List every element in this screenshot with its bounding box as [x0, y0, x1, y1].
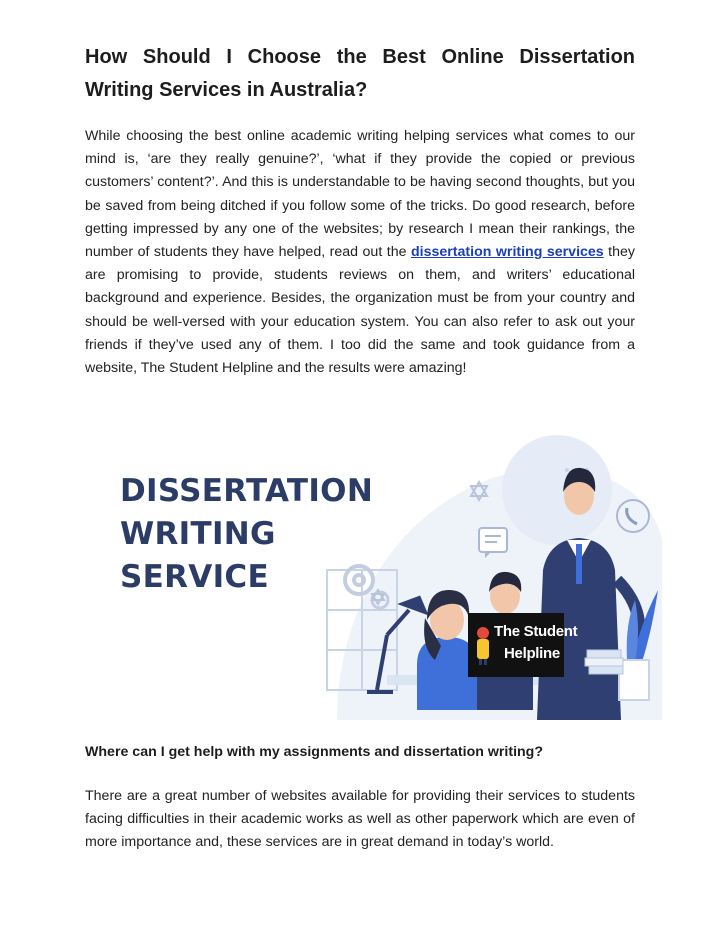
student-helpline-logo: [468, 613, 578, 677]
books-stack: [585, 650, 623, 674]
banner-line-3: SERVICE: [120, 559, 269, 595]
banner-heading: [120, 470, 373, 599]
banner-line-1: DISSERTATION: [120, 473, 374, 509]
intro-paragraph: [85, 125, 635, 380]
dissertation-services-link[interactable]: dissertation writing services: [410, 244, 604, 261]
logo-text-line-2: Helpline: [504, 645, 560, 662]
page-title: How Should I Choose the Best Online Dissertation Writing Services in Australia?: [85, 46, 635, 101]
banner-line-2: WRITING: [120, 516, 276, 552]
intro-text-start: While choosing the best online academic writing helping services what comes to our mind is, ‘are they really genuine?’, ‘what if they provide the copied or previous customers’ content?’. And this is understandable to be having second thoughts, but you be saved from being ditched if you follow some of the tricks. Do good research, before getting impressed by any one of the websites; by research I mean their rankings, the number of students they have helped, read out the: [85, 128, 635, 261]
intro-text-end: they are promising to provide, students reviews on them, and writers’ educational background and experience. Besides, the organization must be from your country and should be well-versed with your education system. You can also refer to ask out your friends if they’ve used any of them. I too did the same and took guidance from a website, The Student Helpline and the results were amazing!: [85, 244, 635, 377]
logo-text-line-1: The Student: [494, 623, 578, 640]
section-heading: Where can I get help with my assignments and dissertation writing?: [85, 744, 544, 760]
body-paragraph: There are a great number of websites available for providing their services to students facing difficulties in their academic works as well as other paperwork which are even of more importance and, these services are in great demand in today’s world.: [85, 788, 635, 851]
mascot-icon: [472, 625, 494, 665]
service-banner-image: [87, 420, 662, 720]
